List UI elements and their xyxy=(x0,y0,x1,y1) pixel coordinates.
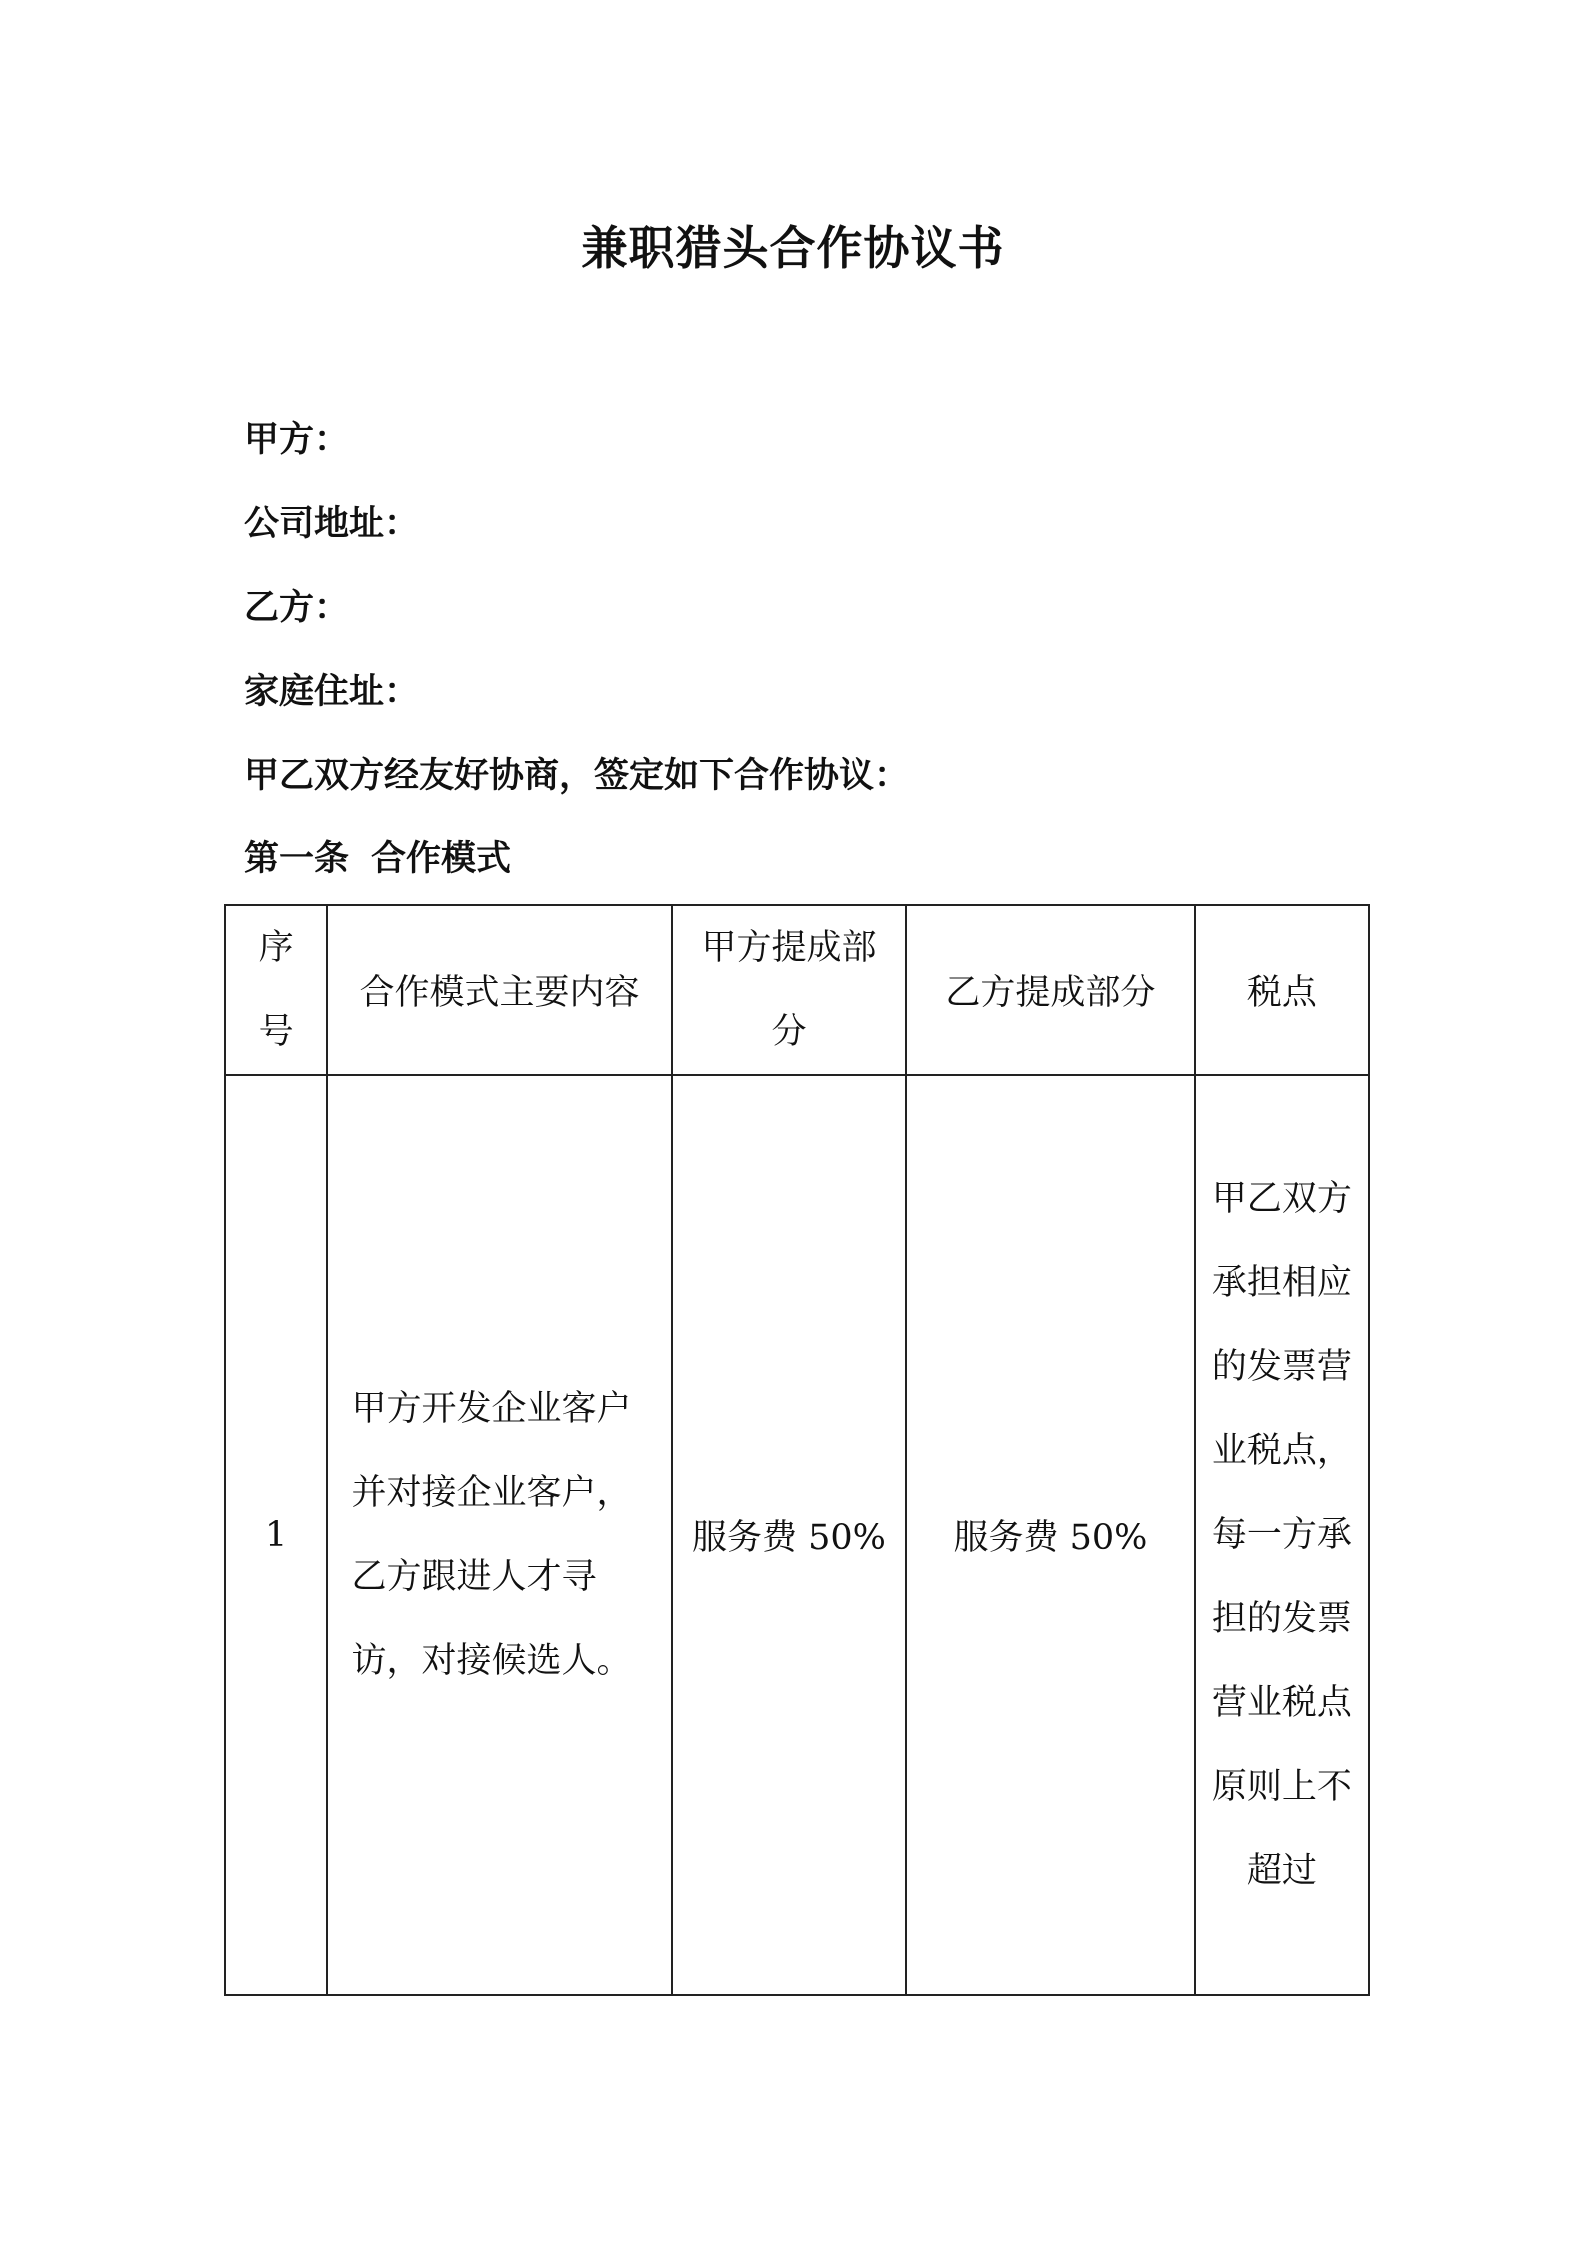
header-tax: 税点 xyxy=(1195,905,1369,1075)
article-1-title: 合作模式 xyxy=(371,839,512,879)
article-1-heading xyxy=(244,831,511,881)
party-b-label: 乙方： xyxy=(244,588,350,628)
cell-party-a-share: 服务费 50% xyxy=(672,1075,906,1995)
header-party-a-share: 甲方提成部分 xyxy=(672,905,906,1075)
company-address-label: 公司地址： xyxy=(244,504,420,544)
document-title: 兼职猎头合作协议书 xyxy=(581,221,1005,275)
header-party-b-share: 乙方提成部分 xyxy=(906,905,1195,1075)
article-1-number: 第一条 xyxy=(244,839,350,879)
home-address-label: 家庭住址： xyxy=(244,672,420,712)
agreement-intro: 甲乙双方经友好协商，签定如下合作协议： xyxy=(244,756,910,796)
party-a-label: 甲方： xyxy=(244,420,350,460)
table-row xyxy=(225,1075,1369,1995)
cell-tax: 甲乙双方承担相应的发票营业税点，每一方承担的发票营业税点原则上不超过 xyxy=(1195,1075,1369,1995)
cell-party-b-share: 服务费 50% xyxy=(906,1075,1195,1995)
header-index: 序号 xyxy=(225,905,327,1075)
cell-content: 甲方开发企业客户并对接企业客户， 乙方跟进人才寻访，对接候选人。 xyxy=(327,1075,672,1995)
table-header-row xyxy=(225,905,1369,1075)
cell-index: 1 xyxy=(225,1075,327,1995)
header-content: 合作模式主要内容 xyxy=(327,905,672,1075)
cooperation-mode-table xyxy=(224,904,1370,1996)
